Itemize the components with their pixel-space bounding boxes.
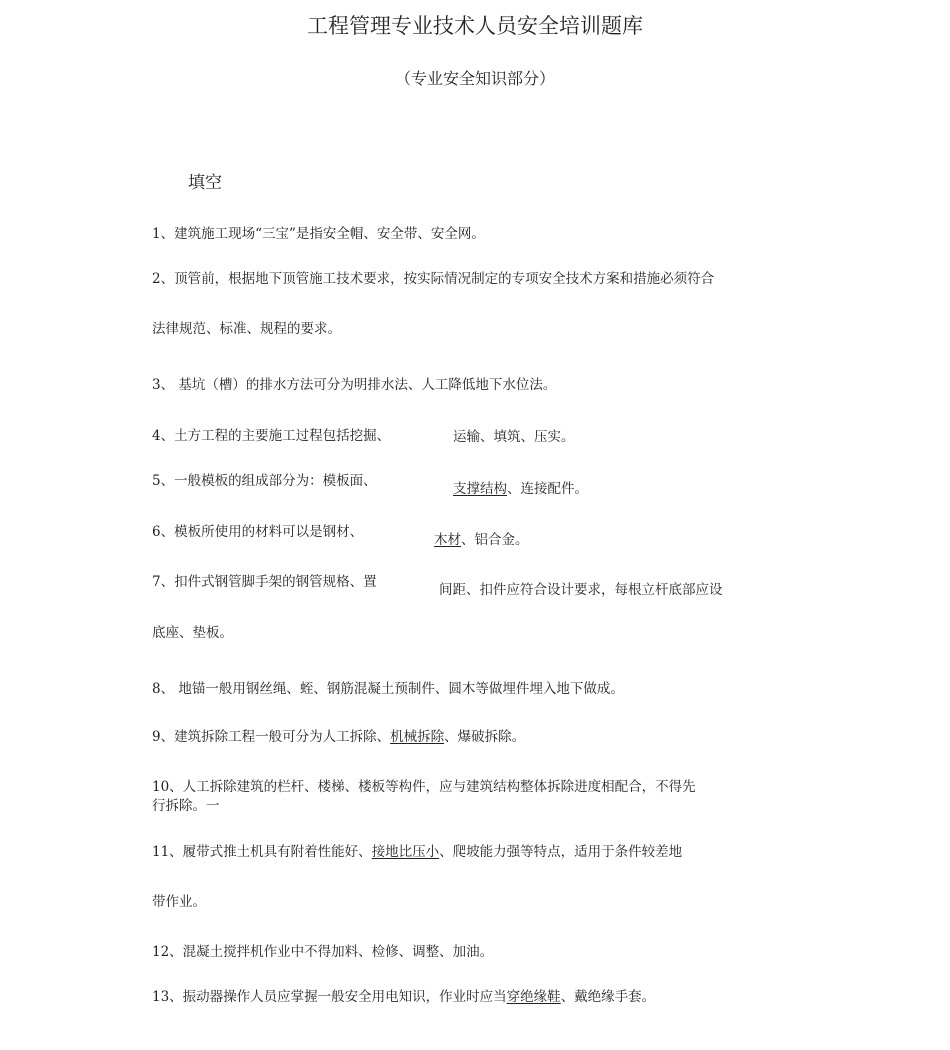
answer-underlined: 木材 — [434, 532, 461, 548]
question-8: 8、 地锚一般用钢丝绳、蛭、钢筋混凝土预制件、圆木等做埋件埋入地下做成。 — [152, 681, 624, 697]
question-12: 12、混凝土搅拌机作业中不得加料、检修、调整、加油。 — [152, 944, 494, 960]
document-subtitle: （专业安全知识部分） — [394, 69, 555, 88]
answer-rest: 、爆破拆除。 — [444, 729, 526, 745]
answer-underlined: 机械拆除 — [390, 729, 445, 745]
question-7-line-2: 底座、垫板。 — [152, 625, 233, 641]
answer-rest: 、连接配件。 — [507, 481, 588, 497]
question-5-part-1: 5、一般模板的组成部分为：模板面、 — [152, 473, 377, 489]
question-10-line-1: 10、人工拆除建筑的栏杆、楼梯、楼板等构件，应与建筑结构整体拆除进度相配合，不得先 — [152, 779, 696, 795]
question-text: 13、振动器操作人员应掌握一般安全用电知识，作业时应当 — [152, 989, 507, 1005]
question-6-part-2 — [434, 531, 529, 549]
answer-rest: 、爬坡能力强等特点，适用于条件较差地 — [439, 844, 683, 860]
document-title: 工程管理专业技术人员安全培训题库 — [307, 14, 643, 38]
question-7-part-1: 7、扣件式钢管脚手架的钢管规格、置 — [152, 574, 377, 590]
question-text: 9、建筑拆除工程一般可分为人工拆除、 — [152, 729, 391, 745]
question-6-part-1: 6、模板所使用的材料可以是钢材、 — [152, 524, 364, 540]
question-2-line-2: 法律规范、标准、规程的要求。 — [152, 321, 341, 337]
answer-underlined: 支撑结构 — [453, 481, 507, 497]
answer-underlined: 接地比压小 — [371, 844, 440, 860]
question-2-line-1: 2、顶管前，根据地下顶管施工技术要求，按实际情况制定的专项安全技术方案和措施必须符合 — [152, 271, 715, 287]
question-7-part-2: 间距、扣件应符合设计要求，每根立杆底部应设 — [439, 582, 723, 598]
section-heading: 填空 — [188, 173, 222, 193]
question-text: 11、履带式推土机具有附着性能好、 — [152, 844, 372, 860]
answer-rest: 、戴绝缘手套。 — [560, 989, 656, 1005]
answer-underlined: 穿绝缘鞋 — [506, 989, 561, 1005]
question-5-part-2 — [453, 480, 588, 498]
answer-rest: 、铝合金。 — [461, 532, 529, 548]
question-4-part-1: 4、土方工程的主要施工过程包括挖掘、 — [152, 428, 391, 444]
question-11-line-2: 带作业。 — [152, 894, 206, 910]
question-4-part-2: 运输、填筑、压实。 — [453, 429, 575, 445]
question-3: 3、 基坑（槽）的排水方法可分为明排水法、人工降低地下水位法。 — [152, 377, 557, 393]
question-9 — [152, 728, 525, 746]
question-10-line-2: 行拆除。一 — [152, 798, 220, 814]
question-11-line-1 — [152, 843, 682, 861]
question-1: 1、建筑施工现场“三宝”是指安全帽、安全带、安全网。 — [152, 226, 485, 242]
question-13 — [152, 988, 655, 1006]
